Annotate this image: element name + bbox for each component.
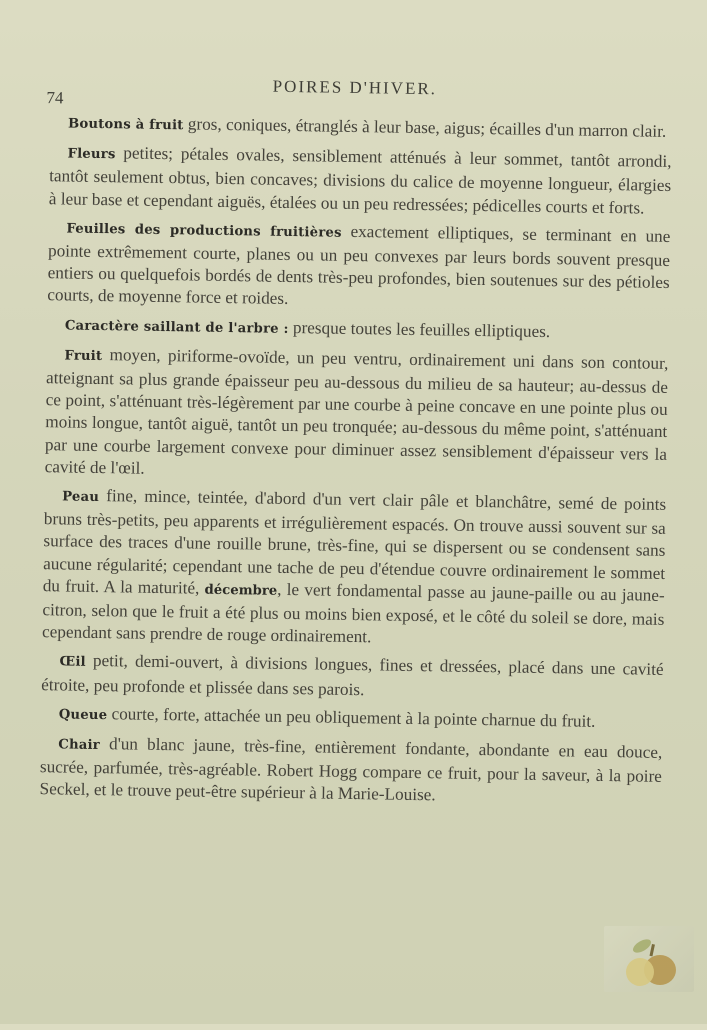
paragraph-label: Œil [59, 654, 86, 671]
paragraph-boutons [50, 111, 672, 145]
paragraph-fruit [44, 343, 668, 488]
paragraph-text: petit, demi-ouvert, à divisions longues, fines et dressées, placé dans une cavité étroite, peu profonde et plissée dans ses parois. [41, 651, 664, 699]
paragraph-label: Chair [58, 737, 101, 754]
pear-thumbnail-graphic [604, 926, 694, 992]
paragraph-label: Boutons à fruit [67, 116, 184, 134]
paragraph-label: Fleurs [67, 146, 116, 163]
paragraph-text: courte, forte, attachée un peu obliquement à la pointe charnue du fruit. [107, 704, 596, 731]
paragraph-fleurs [49, 141, 672, 219]
paragraph-text: d'un blanc jaune, très-fine, entièrement fondante, abondante en eau douce, sucrée, parfumée, très-agréable. Robert Hogg compare ce fruit, pour la saveur, à la poire Seckel, et le trouve peut-être supérieur à la Marie-Louise. [39, 734, 663, 805]
running-head: POIRES D'HIVER. [272, 76, 438, 99]
paragraph-text: petites; pétales ovales, sensiblement atténués à leur sommet, tantôt arrondi, tantôt seulement obtus, bien concaves; divisions du calice de moyenne longueur, élargies à leur base et cependant aiguës, étalées ou un peu redressées; pédicelles courts et forts. [48, 143, 672, 218]
paragraph-label: Peau [62, 489, 100, 506]
paragraph-chair [39, 732, 662, 810]
paragraph-text: fine, mince, teintée, d'abord d'un vert clair pâle et blanchâtre, semé de points bruns très-petits, peu apparents et irrégulièrement espacés. On trouve aussi souvent sur sa surface des traces d'une rouille brune, très-fine, qui se dispersent ou se condensent sans aucune régularité; cependant une tache de peu d'étendue couvre ordinairement le sommet du fruit. A la maturité, [42, 486, 667, 598]
month-highlight: décembre [204, 582, 278, 599]
paragraph-label: Caractère saillant de l'arbre : [64, 318, 289, 337]
paragraph-label: Queue [58, 707, 108, 724]
pear-thumbnail-icon [604, 926, 694, 992]
paragraph-queue [41, 702, 663, 736]
paragraph-feuilles [47, 216, 670, 317]
paragraph-text: gros, coniques, étranglés à leur base, aigus; écailles d'un marron clair. [183, 114, 667, 141]
paragraph-text-continued: , le vert fondamental passe au jaune-paille ou au jaune-citron, selon que le fruit a été plus ou moins bien exposé, et le côté du soleil se dore, mais cependant sans prendre de rouge ordinairement. [41, 579, 665, 647]
paragraph-text: moyen, piriforme-ovoïde, un peu ventru, ordinairement uni dans son contour, atteignant sa plus grande épaisseur peu au-dessous du milieu de sa hauteur; au-dessus de ce point, s'atténuant très-légèrement par une courbe à peine concave en une pointe plus ou moins longue, tantôt aiguë, tantôt un peu tronquée; au-dessous du même point, s'atténuant par une courbe largement convexe pour diminuer assez sensiblement d'épaisseur vers la cavité de l'œil. [44, 344, 669, 478]
paragraph-text: exactement elliptiques, se terminant en une pointe extrêmement courte, planes ou un peu convexes par leurs bords souvent presque entiers ou quelquefois bordés de dents très-peu profondes, bien soutenues sur des pétioles courts, de moyenne force et roides. [47, 221, 671, 309]
paragraph-peau [42, 484, 666, 653]
paragraph-caractere [47, 313, 669, 347]
paragraph-oeil [41, 650, 664, 706]
page-body [39, 111, 672, 816]
paragraph-text: presque toutes les feuilles elliptiques. [288, 317, 551, 341]
paragraph-label: Fruit [64, 348, 103, 364]
paragraph-label: Feuilles des productions fruitières [66, 221, 342, 241]
page-number: 74 [46, 88, 64, 108]
